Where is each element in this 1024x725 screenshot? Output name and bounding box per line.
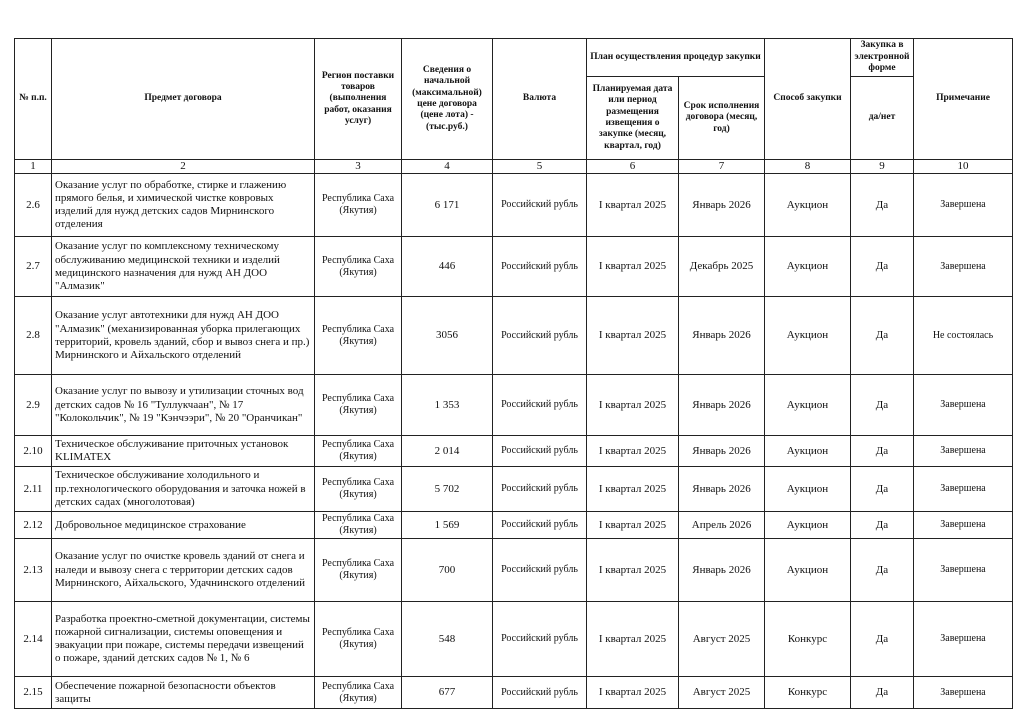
- row-price: 677: [402, 677, 493, 709]
- row-plan-date: I квартал 2025: [587, 174, 679, 237]
- row-note: Завершена: [914, 237, 1013, 297]
- row-num: 2.15: [15, 677, 52, 709]
- row-plan-date: I квартал 2025: [587, 375, 679, 436]
- row-price: 1 569: [402, 512, 493, 539]
- row-price: 700: [402, 539, 493, 602]
- row-subject: Добровольное медицинское страхование: [52, 512, 315, 539]
- row-num: 2.12: [15, 512, 52, 539]
- row-price: 2 014: [402, 436, 493, 467]
- row-method: Аукцион: [765, 512, 851, 539]
- column-number: 10: [914, 160, 1013, 174]
- row-term: Январь 2026: [679, 174, 765, 237]
- row-num: 2.9: [15, 375, 52, 436]
- header-subject: Предмет договора: [52, 39, 315, 160]
- table-row: [15, 512, 1013, 539]
- table-row: [15, 602, 1013, 677]
- row-term: Январь 2026: [679, 297, 765, 375]
- table-row: [15, 436, 1013, 467]
- row-electronic: Да: [851, 539, 914, 602]
- table-row: [15, 539, 1013, 602]
- row-method: Аукцион: [765, 297, 851, 375]
- row-region: Республика Саха (Якутия): [315, 297, 402, 375]
- row-subject: Оказание услуг по очистке кровель зданий от снега и наледи и вывозу снега с территории детских садов Мирнинского, Айхальского, Удачнинского отделений: [52, 539, 315, 602]
- row-method: Конкурс: [765, 677, 851, 709]
- row-region: Республика Саха (Якутия): [315, 375, 402, 436]
- row-electronic: Да: [851, 436, 914, 467]
- row-currency: Российский рубль: [493, 677, 587, 709]
- row-method: Аукцион: [765, 436, 851, 467]
- procurement-plan-table: [14, 38, 1013, 709]
- table-row: [15, 677, 1013, 709]
- row-note: Завершена: [914, 467, 1013, 512]
- row-method: Аукцион: [765, 174, 851, 237]
- row-plan-date: I квартал 2025: [587, 602, 679, 677]
- row-plan-date: I квартал 2025: [587, 436, 679, 467]
- row-currency: Российский рубль: [493, 297, 587, 375]
- row-method: Конкурс: [765, 602, 851, 677]
- row-region: Республика Саха (Якутия): [315, 174, 402, 237]
- row-subject: Разработка проектно-сметной документации, системы пожарной сигнализации, системы оповещения и эвакуации при пожаре, системы передачи извещений о пожаре, зданий детских садов № 1, № 6: [52, 602, 315, 677]
- row-price: 1 353: [402, 375, 493, 436]
- row-currency: Российский рубль: [493, 375, 587, 436]
- header-price: Сведения о начальной (максимальной) цене договора (цене лота) - (тыс.руб.): [402, 39, 493, 160]
- row-term: Август 2025: [679, 602, 765, 677]
- header-method: Способ закупки: [765, 39, 851, 160]
- table-row: [15, 174, 1013, 237]
- column-number: 1: [15, 160, 52, 174]
- row-method: Аукцион: [765, 539, 851, 602]
- row-price: 6 171: [402, 174, 493, 237]
- header-num: № п.п.: [15, 39, 52, 160]
- header-row: [15, 39, 1013, 77]
- table-row: [15, 297, 1013, 375]
- column-number: 7: [679, 160, 765, 174]
- row-electronic: Да: [851, 512, 914, 539]
- row-num: 2.14: [15, 602, 52, 677]
- row-num: 2.7: [15, 237, 52, 297]
- row-electronic: Да: [851, 237, 914, 297]
- row-num: 2.6: [15, 174, 52, 237]
- row-term: Январь 2026: [679, 375, 765, 436]
- row-currency: Российский рубль: [493, 602, 587, 677]
- row-currency: Российский рубль: [493, 436, 587, 467]
- row-num: 2.10: [15, 436, 52, 467]
- row-subject: Техническое обслуживание холодильного и пр.технологического оборудования и заточка ножей в детских садах (многолотовая): [52, 467, 315, 512]
- row-price: 5 702: [402, 467, 493, 512]
- row-subject: Оказание услуг по комплексному техническому обслуживанию медицинской техники и изделий медицинского назначения для нужд АН ДОО "Алмазик": [52, 237, 315, 297]
- row-price: 446: [402, 237, 493, 297]
- row-method: Аукцион: [765, 467, 851, 512]
- row-subject: Оказание услуг автотехники для нужд АН ДОО "Алмазик" (механизированная уборка прилегающих территорий, кровель зданий, сбор и вывоз снега и пр.) Мирнинского и Айхальского отделений: [52, 297, 315, 375]
- column-number: 3: [315, 160, 402, 174]
- row-subject: Техническое обслуживание приточных установок KLIMATEX: [52, 436, 315, 467]
- row-region: Республика Саха (Якутия): [315, 539, 402, 602]
- row-currency: Российский рубль: [493, 174, 587, 237]
- row-num: 2.13: [15, 539, 52, 602]
- row-term: Апрель 2026: [679, 512, 765, 539]
- row-term: Август 2025: [679, 677, 765, 709]
- row-plan-date: I квартал 2025: [587, 237, 679, 297]
- row-currency: Российский рубль: [493, 237, 587, 297]
- table-row: [15, 375, 1013, 436]
- row-electronic: Да: [851, 467, 914, 512]
- header-note: Примечание: [914, 39, 1013, 160]
- row-subject: Обеспечение пожарной безопасности объектов защиты: [52, 677, 315, 709]
- row-electronic: Да: [851, 297, 914, 375]
- row-term: Январь 2026: [679, 539, 765, 602]
- row-note: Завершена: [914, 512, 1013, 539]
- row-plan-date: I квартал 2025: [587, 512, 679, 539]
- table-row: [15, 237, 1013, 297]
- row-region: Республика Саха (Якутия): [315, 677, 402, 709]
- header-term: Срок исполнения договора (месяц, год): [679, 77, 765, 160]
- row-price: 3056: [402, 297, 493, 375]
- row-electronic: Да: [851, 677, 914, 709]
- row-note: Завершена: [914, 436, 1013, 467]
- column-number: 6: [587, 160, 679, 174]
- column-number-row: [15, 160, 1013, 174]
- row-electronic: Да: [851, 602, 914, 677]
- row-method: Аукцион: [765, 237, 851, 297]
- row-region: Республика Саха (Якутия): [315, 512, 402, 539]
- column-number: 4: [402, 160, 493, 174]
- row-subject: Оказание услуг по обработке, стирке и глажению прямого белья, и химической чистке ковровых изделий для нужд детских садов Мирнинского отделения: [52, 174, 315, 237]
- header-plan-date: Планируемая дата или период размещения извещения о закупке (месяц, квартал, год): [587, 77, 679, 160]
- column-number: 9: [851, 160, 914, 174]
- column-number: 8: [765, 160, 851, 174]
- row-plan-date: I квартал 2025: [587, 539, 679, 602]
- row-electronic: Да: [851, 375, 914, 436]
- row-num: 2.11: [15, 467, 52, 512]
- row-method: Аукцион: [765, 375, 851, 436]
- row-plan-date: I квартал 2025: [587, 297, 679, 375]
- row-term: Декабрь 2025: [679, 237, 765, 297]
- header-currency: Валюта: [493, 39, 587, 160]
- row-note: Завершена: [914, 677, 1013, 709]
- header-electronic: Закупка в электронной форме: [851, 39, 914, 77]
- row-region: Республика Саха (Якутия): [315, 602, 402, 677]
- table-row: [15, 467, 1013, 512]
- row-term: Январь 2026: [679, 467, 765, 512]
- row-currency: Российский рубль: [493, 467, 587, 512]
- row-note: Завершена: [914, 375, 1013, 436]
- row-note: Не состоялась: [914, 297, 1013, 375]
- header-plan: План осуществления процедур закупки: [587, 39, 765, 77]
- row-region: Республика Саха (Якутия): [315, 467, 402, 512]
- row-electronic: Да: [851, 174, 914, 237]
- row-note: Завершена: [914, 602, 1013, 677]
- row-currency: Российский рубль: [493, 539, 587, 602]
- row-note: Завершена: [914, 539, 1013, 602]
- header-region: Регион поставки товаров (выполнения работ, оказания услуг): [315, 39, 402, 160]
- row-note: Завершена: [914, 174, 1013, 237]
- row-region: Республика Саха (Якутия): [315, 436, 402, 467]
- row-plan-date: I квартал 2025: [587, 677, 679, 709]
- row-currency: Российский рубль: [493, 512, 587, 539]
- row-price: 548: [402, 602, 493, 677]
- column-number: 5: [493, 160, 587, 174]
- row-subject: Оказание услуг по вывозу и утилизации сточных вод детских садов № 16 "Туллукчаан", № 17 "Колокольчик", № 19 "Кэнчээри", № 20 "Оранчикан": [52, 375, 315, 436]
- column-number: 2: [52, 160, 315, 174]
- row-region: Республика Саха (Якутия): [315, 237, 402, 297]
- row-term: Январь 2026: [679, 436, 765, 467]
- header-yes-no: да/нет: [851, 77, 914, 160]
- row-plan-date: I квартал 2025: [587, 467, 679, 512]
- row-num: 2.8: [15, 297, 52, 375]
